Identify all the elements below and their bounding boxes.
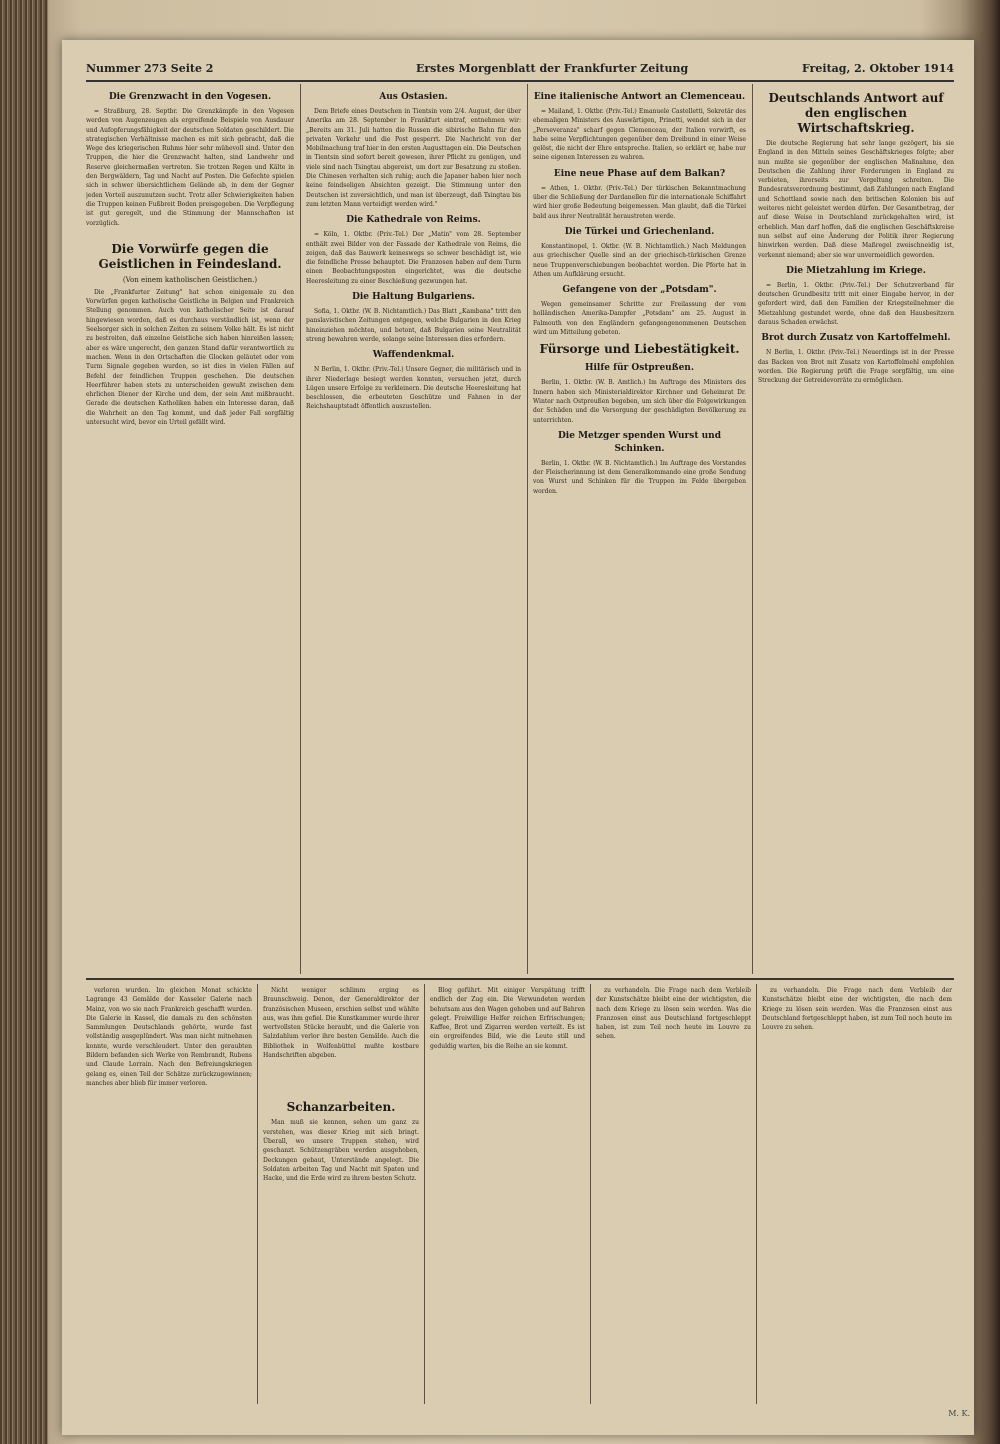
feuilleton-text: zu verhandeln. Die Frage nach dem Verbleib der Kunstschätze bleibt eine der wichtigsten, die nach dem Kriege zu lösen sein werden. Was die Franzosen einst aus Deutschland fortgeschleppt haben, ist zum Teil noch heute im Louvre zu sehen. — [762, 987, 952, 1032]
feuilleton-text: Man muß sie kennen, sehen um ganz zu verstehen, was dieser Krieg mit sich bringt. Überall, wo unsere Truppen stehen, wird geschanzt. Schützengräben werden ausgehoben, Deckungen gebaut, Unterstände angelegt. Die Soldaten arbeiten Tag und Nacht mit Spaten und Hacke, und die Erde wird zu ihrem besten Schutz. — [263, 1119, 419, 1183]
article-text: Wegen gemeinsamer Schritte zur Freilassung der vom holländischen Amerika-Dampfer „Potsdam" am 25. August in Falmouth von den Engländern gefangengenommenen Deutschen wird um Mitteilung gebeten. — [533, 301, 746, 337]
column-rule — [527, 84, 528, 974]
column-rule — [756, 984, 757, 1404]
column-rule — [257, 984, 258, 1404]
column-rule — [424, 984, 425, 1404]
headline: Waffendenkmal. — [372, 350, 455, 361]
headline: Deutschlands Antwort auf den englischen Wirtschaftskrieg. — [768, 91, 944, 135]
article-text: Konstantinopel, 1. Oktbr. (W. B. Nichtamtlich.) Nach Meldungen aus griechischer Quelle sind an der griechisch-türkischen Grenze neue Truppenverschiebungen beobachtet worden. Die Pforte hat in Athen um Aufklärung ersucht. — [533, 242, 746, 278]
headline: Die Grenzwacht in den Vogesen. — [108, 92, 272, 102]
paper-title: Erstes Morgenblatt der Frankfurter Zeitung — [416, 62, 689, 75]
article-text: = Köln, 1. Oktbr. (Priv.-Tel.) Der „Matin" vom 28. September enthält zwei Bilder von der Fassade der Kathedrale von Reims, die zeigen, daß das Bauwerk keineswegs so schwer beschädigt ist, wie die feindliche Presse behauptet. Die Franzosen haben auf dem Turm einen Beobachtungsposten eingerichtet, was die deutsche Heeresleitung zu einer Beschießung gezwungen hat. — [306, 231, 521, 285]
article-text: Berlin, 1. Oktbr. (W. B. Nichtamtlich.) Im Auftrage des Vorstandes der Fleischerinnung ist dem Generalkommando eine große Sendung von Wurst und Schinken für die Truppen im Felde übergeben worden. — [533, 459, 746, 495]
headline: Eine italienische Antwort an Clemenceau. — [533, 92, 746, 102]
headline: Die Haltung Bulgariens. — [352, 292, 475, 303]
feuilleton-text: verloren wurden. Im gleichen Monat schickte Lagrange 43 Gemälde der Kasseler Galerie nach Mainz, von wo sie nach Frankreich geschafft wurden. Die Galerie in Kassel, die damals zu den schönsten Sammlungen Deutschlands gehörte, wurde fast vollständig ausgeplündert. Was man nicht mitnehmen konnte, wurde verschleudert. Unter den geraubten Bildern befanden sich Werke von Rembrandt, Rubens und Claude Lorrain. Nach den Befreiungskriegen gelang es, einen Teil der Schätze zurückzugewinnen; manches aber blieb für immer verloren. — [86, 987, 252, 1087]
page-header — [86, 58, 954, 82]
feuilleton-text: zu verhandeln. Die Frage nach dem Verbleib der Kunstschätze bleibt eine der wichtigsten, die nach dem Kriege zu lösen sein werden. Was die Franzosen einst aus Deutschland fortgeschleppt haben, ist zum Teil noch heute im Louvre zu sehen. — [596, 987, 751, 1041]
article-text: Die deutsche Regierung hat sehr lange gezögert, bis sie England in den Mitteln seines Geschäftskrieges folgte; aber nun mußte sie gegenüber der englischen Maßnahme, den Deutschen die Zahlung ihrer Forderungen in England zu verbieten, ihrerseits zur Vergeltung schreiten. Die Bundesratsverordnung bestimmt, daß Zahlungen nach England und Schottland sowie nach den britischen Kolonien bis auf weiteres nicht geleistet werden dürfen. Der Gesamtbetrag, der auf diese Weise in Deutschland zurückgehalten wird, ist erheblich. Man darf hoffen, daß die englischen Geschäftskreise nun selbst auf eine Änderung der Politik ihrer Regierung hinwirken werden. Daß diese Maßregel zweischneidig ist, verkennt niemand; aber sie war unvermeidlich geworden. — [758, 140, 954, 259]
headline: Die Türkei und Griechenland. — [564, 226, 715, 237]
feuilleton-text: Nicht weniger schlimm erging es Braunschweig. Denon, der Generaldirektor der französischen Museen, erschien selbst und wählte aus, was ihm gefiel. Die Kunstkammer wurde ihrer wertvollsten Stücke beraubt, und die Galerie von Salzdahlum verlor ihre besten Gemälde. Auch die Bibliothek in Wolfenbüttel mußte kostbare Handschriften abgeben. — [263, 987, 419, 1060]
feuilleton-column-2 — [263, 986, 419, 1404]
article-text: = Berlin, 1. Oktbr. (Priv.-Tel.) Der Schutzverband für deutschen Grundbesitz tritt mit einer Eingabe hervor, in der gefordert wird, daß den Familien der Kriegsteilnehmer die Mietzahlung gestundet werde, ohne daß den Hausbesitzern daraus Schaden erwächst. — [758, 281, 954, 327]
article-text: Berlin, 1. Oktbr. (W. B. Amtlich.) Im Auftrage des Ministers des Innern haben sich Ministerialdirektor Kirchner und Geheimrat Dr. Winter nach Ostpreußen begeben, um sich über die Folgewirkungen der Schäden und die Versorgung der geschädigten Bevölkerung zu unterrichten. — [533, 379, 746, 424]
issue-date: Freitag, 2. Oktober 1914 — [801, 62, 954, 75]
article-text: N Berlin, 1. Oktbr. (Priv.-Tel.) Unsere Gegner, die militärisch und in ihrer Niederlage besiegt werden konnten, versuchen jetzt, durch Lügen unsere Erfolge zu verkleinern. Die deutsche Heeresleitung hat beschlossen, die erbeuteten Geschütze und Fahnen in der Reichshauptstadt öffentlich auszustellen. — [306, 366, 521, 411]
headline: Schanzarbeiten. — [286, 1100, 396, 1115]
article-text: N Berlin, 1. Oktbr. (Priv.-Tel.) Neuerdings ist in der Presse das Backen von Brot mit Zusatz von Kartoffelmehl empfohlen worden. Die Regierung prüft die Frage sorgfältig, um eine Streckung der Getreidevorräte zu ermöglichen. — [758, 349, 954, 385]
headline: Die Kathedrale von Reims. — [346, 215, 481, 226]
column-4 — [758, 86, 954, 974]
article-text: = Straßburg, 28. Septbr. Die Grenzkämpfe in den Vogesen werden von Augenzeugen als ergreifende Beispiele von Ausdauer und Aufopferungsfähigkeit der deutschen Soldaten geschildert. Die strategischen Verhältnisse machen es mit sich gebracht, daß die Wege des kriegerischen Ruhms hier sehr mühevoll sind. Unter den Truppen, die hier die Grenzwacht halten, sind Landwehr und Reserve gleichermaßen vertreten. Sie trotzen Regen und Kälte in den Bergwäldern, Tag und Nacht auf Posten. Die Gefechte spielen sich in schwer übersichtlichem Gelände ab, in dem der Gegner jeden Vorteil auszunutzen sucht. Trotz aller Schwierigkeiten haben die Truppen keinen Fußbreit Boden preisgegeben. Die Verpflegung ist gut geregelt, und die Stimmung der Mannschaften ist vorzüglich. — [86, 108, 294, 227]
issue-number: Nummer 273 Seite 2 — [86, 62, 214, 75]
subheadline: Hilfe für Ostpreußen. — [585, 363, 694, 374]
article-text: = Athen, 1. Oktbr. (Priv.-Tel.) Der türkischen Bekanntmachung über die Schließung der Dardanellen für die internationale Schiffahrt wird hier große Bedeutung beigemessen. Man glaubt, daß die Türkei bald aus ihrer Neutralität heraustreten werde. — [533, 184, 746, 220]
column-rule — [590, 984, 591, 1404]
headline: Die Vorwürfe gegen die Geistlichen in Feindesland. — [98, 241, 282, 271]
column-3 — [533, 86, 746, 974]
column-1 — [86, 86, 294, 974]
column-2 — [306, 86, 521, 974]
feuilleton-column-1 — [86, 986, 252, 1404]
feuilleton-rule — [86, 978, 954, 980]
column-rule — [300, 84, 301, 974]
book-spine — [0, 0, 48, 1444]
headline: Die Mietzahlung im Kriege. — [786, 265, 926, 276]
subheadline: (Von einem katholischen Geistlichen.) — [122, 275, 258, 284]
headline: Fürsorge und Liebestätigkeit. — [539, 342, 740, 357]
headline: Gefangene von der „Potsdam". — [562, 285, 717, 296]
feuilleton-text: Blog geführt. Mit einiger Verspätung trifft endlich der Zug ein. Die Verwundeten werden behutsam aus den Wagen gehoben und auf Bahren gelegt. Freiwillige Helfer reichen Erfrischungen; Kaffee, Brot und Zigarren werden verteilt. Es ist ein ergreifendes Bild, wie die Leute still und geduldig warten, bis die Reihe an sie kommt. — [430, 987, 585, 1050]
column-rule — [752, 84, 753, 974]
headline: Die Metzger spenden Wurst und Schinken. — [557, 430, 722, 454]
article-text: Sofia, 1. Oktbr. (W. B. Nichtamtlich.) Das Blatt „Kambana" tritt den panslavistischen Zeitungen entgegen, welche Bulgarien in den Krieg hineinziehen möchten, und betont, daß Bulgarien seine Neutralität streng bewahren werde, solange seine Interessen dies erfordern. — [306, 308, 521, 343]
article-text: Die „Frankfurter Zeitung" hat schon einigemale zu den Vorwürfen gegen katholische Geistliche in Belgien und Frankreich Stellung genommen. Auch von katholischer Seite ist darauf hingewiesen worden, daß es durchaus verständlich ist, wenn der Seelsorger sich in solchen Zeiten zu seinem Volke hält. Es ist nicht zu bestreiten, daß einzelne Geistliche sich haben hinreißen lassen; aber es wäre ungerecht, den ganzen Stand dafür verantwortlich zu machen. Wenn in den Ortschaften die Glocken geläutet oder vom Turm Signale gegeben wurden, so ist dies in vielen Fällen auf Befehl der feindlichen Truppen geschehen. Die deutschen Heerführer haben stets zu unterscheiden gewußt zwischen dem ehrlichen Diener der Kirche und dem, der sein Amt mißbraucht. Gerade die deutschen Katholiken haben ein Interesse daran, daß die Wahrheit an den Tag kommt, und daß jeder Fall sorgfältig untersucht wird, bevor ein Urteil gefällt wird. — [86, 288, 294, 427]
feuilleton-column-3 — [430, 986, 585, 1404]
article-text: Dem Briefe eines Deutschen in Tientsin vom 2/4. August, der über Amerika am 28. September in Frankfurt eintraf, entnehmen wir: „Bereits am 31. Juli hatten die Russen die sibirische Bahn für den privaten Verkehr und die Post gesperrt. Die Nachricht von der Mobilmachung traf hier in den ersten Augusttagen ein. Die Deutschen in Tientsin sind sofort bereit gewesen, ihrer Pflicht zu genügen, und viele sind nach Tsingtau abgereist, um dort zur Besatzung zu stoßen. Die Chinesen verhalten sich ruhig; auch die Japaner haben hier noch keine feindseligen Absichten gezeigt. Die Stimmung unter den Deutschen ist zuversichtlich, und man ist überzeugt, daß Tsingtau bis zum letzten Mann verteidigt werden wird." — [306, 108, 521, 208]
feuilleton-column-5 — [762, 986, 952, 1404]
headline: Eine neue Phase auf dem Balkan? — [553, 168, 726, 179]
feuilleton-column-4 — [596, 986, 751, 1404]
headline: Brot durch Zusatz von Kartoffelmehl. — [761, 333, 951, 344]
headline: Aus Ostasien. — [379, 92, 448, 102]
signature: M. K. — [948, 1409, 970, 1418]
article-text: = Mailand, 1. Oktbr. (Priv.-Tel.) Emanuele Castelletti, Sekretär des ehemaligen Ministers des Auswärtigen, Prinetti, wendet sich in der „Perseveranza" scharf gegen Clemenceau, der Italien vorwirft, es habe seine Verpflichtungen gegenüber dem Dreibund in einer Weise gelöst, die nicht der Ehre entspreche. Italien, so erklärt er, habe nur seine eigenen Interessen zu wahren. — [533, 108, 746, 162]
